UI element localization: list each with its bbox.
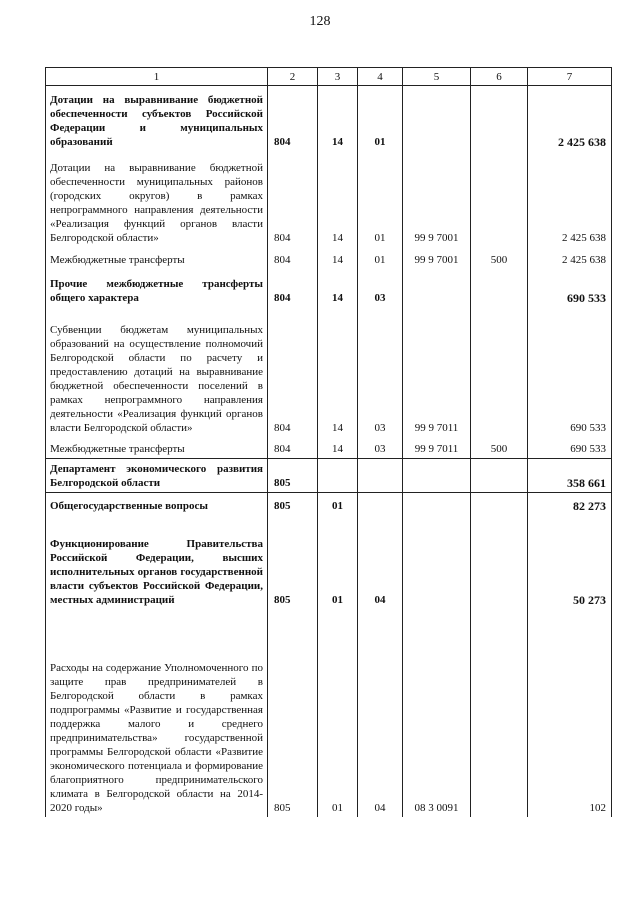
column-header: 3 [318,68,358,86]
row-target-article-cell [403,269,471,307]
row-amount-cell: 690 533 [528,307,612,437]
row-amount-cell: 102 [528,609,612,817]
row-amount-cell: 50 273 [528,515,612,609]
row-subsection-cell: 01 [358,151,403,247]
row-amount-cell: 2 425 638 [528,86,612,151]
row-code-cell: 804 [268,307,318,437]
row-section-cell: 01 [318,515,358,609]
row-name-cell: Департамент экономического развития Белгородской области [46,459,268,493]
table-row [46,437,612,459]
row-expense-type-cell [471,269,528,307]
row-subsection-cell [358,493,403,515]
column-header: 6 [471,68,528,86]
table-header-row [46,68,612,86]
row-section-cell: 14 [318,247,358,269]
table-row [46,86,612,151]
row-target-article-cell [403,515,471,609]
table-row [46,269,612,307]
row-name-cell: Общегосударственные вопросы [46,493,268,515]
page-number: 128 [309,14,331,29]
column-header: 7 [528,68,612,86]
row-code-cell: 804 [268,151,318,247]
row-expense-type-cell: 500 [471,437,528,459]
row-subsection-cell: 01 [358,86,403,151]
row-name-cell: Межбюджетные трансферты [46,437,268,459]
table-body [46,86,612,817]
table-row [46,459,612,493]
row-section-cell: 14 [318,269,358,307]
table-row [46,515,612,609]
row-code-cell: 805 [268,459,318,493]
row-target-article-cell [403,459,471,493]
row-code-cell: 804 [268,86,318,151]
row-code-cell: 804 [268,247,318,269]
row-name-cell: Прочие межбюджетные трансферты общего характера [46,269,268,307]
row-section-cell: 01 [318,609,358,817]
row-section-cell: 01 [318,493,358,515]
row-target-article-cell: 99 9 7011 [403,307,471,437]
row-amount-cell: 690 533 [528,269,612,307]
row-target-article-cell: 08 3 0091 [403,609,471,817]
row-name-cell: Функционирование Правительства Российской Федерации, высших исполнительных органов государственной власти субъектов Российской Федерации, местных администраций [46,515,268,609]
row-expense-type-cell: 500 [471,247,528,269]
row-expense-type-cell [471,307,528,437]
row-code-cell: 805 [268,515,318,609]
row-subsection-cell: 03 [358,437,403,459]
row-amount-cell: 2 425 638 [528,151,612,247]
row-subsection-cell: 04 [358,609,403,817]
row-name-cell: Дотации на выравнивание бюджетной обеспеченности субъектов Российской Федерации и муниципальных образований [46,86,268,151]
row-amount-cell: 2 425 638 [528,247,612,269]
row-target-article-cell: 99 9 7001 [403,247,471,269]
column-header: 2 [268,68,318,86]
table-row [46,247,612,269]
row-expense-type-cell [471,493,528,515]
row-subsection-cell: 04 [358,515,403,609]
row-subsection-cell: 03 [358,307,403,437]
row-section-cell: 14 [318,86,358,151]
row-target-article-cell [403,86,471,151]
table-row [46,609,612,817]
row-amount-cell: 82 273 [528,493,612,515]
table-row [46,151,612,247]
row-amount-cell: 358 661 [528,459,612,493]
row-code-cell: 804 [268,437,318,459]
table-row [46,493,612,515]
row-section-cell: 14 [318,151,358,247]
row-amount-cell: 690 533 [528,437,612,459]
column-header: 4 [358,68,403,86]
budget-table [45,67,612,817]
row-expense-type-cell [471,609,528,817]
row-subsection-cell: 03 [358,269,403,307]
row-section-cell: 14 [318,437,358,459]
row-target-article-cell: 99 9 7001 [403,151,471,247]
row-expense-type-cell [471,86,528,151]
row-name-cell: Субвенции бюджетам муниципальных образований на осуществление полномочий Белгородской области по расчету и предоставлению дотаций на выравнивание бюджетной обеспеченности поселений в рамках непрограммного направления деятельности «Реализация функций органов власти Белгородской области» [46,307,268,437]
row-name-cell: Межбюджетные трансферты [46,247,268,269]
row-code-cell: 805 [268,609,318,817]
row-section-cell: 14 [318,307,358,437]
row-name-cell: Расходы на содержание Уполномоченного по защите прав предпринимателей в Белгородской области в рамках подпрограммы «Развитие и государственная поддержка малого и среднего предпринимательства» государственной программы Белгородской области «Развитие экономического потенциала и формирование благоприятного предпринимательского климата в Белгородской области на 2014-2020 годы» [46,609,268,817]
row-expense-type-cell [471,459,528,493]
row-target-article-cell [403,493,471,515]
row-expense-type-cell [471,151,528,247]
row-expense-type-cell [471,515,528,609]
row-code-cell: 805 [268,493,318,515]
table-row [46,307,612,437]
row-code-cell: 804 [268,269,318,307]
row-name-cell: Дотации на выравнивание бюджетной обеспеченности муниципальных районов (городских округов) в рамках непрограммного направления деятельности «Реализация функций органов власти Белгородской области» [46,151,268,247]
row-subsection-cell: 01 [358,247,403,269]
row-subsection-cell [358,459,403,493]
row-section-cell [318,459,358,493]
row-target-article-cell: 99 9 7011 [403,437,471,459]
column-header: 5 [403,68,471,86]
column-header: 1 [46,68,268,86]
